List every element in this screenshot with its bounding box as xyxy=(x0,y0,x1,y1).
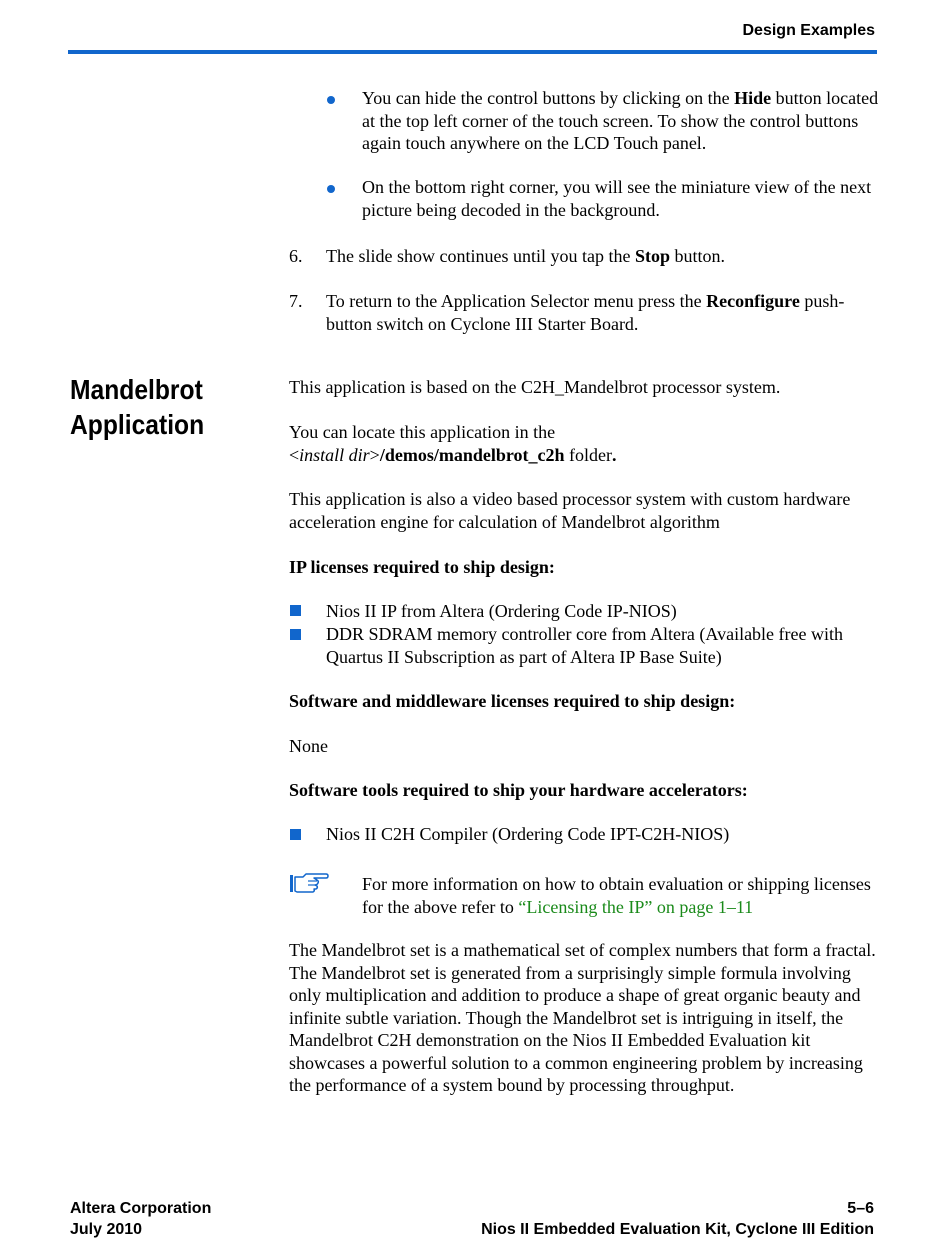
licensing-ip-link[interactable]: “Licensing the IP” on page 1–11 xyxy=(518,896,754,917)
square-bullet-icon xyxy=(290,605,301,616)
ip-item: Nios II IP from Altera (Ordering Code IP-NIOS) xyxy=(326,601,677,621)
locate-paragraph: You can locate this application in the <install dir>/demos/mandelbrot_c2h folder. xyxy=(289,422,617,465)
note-paragraph: For more information on how to obtain evaluation or shipping licenses for the above refer to “Licensing the IP” on page 1–11 xyxy=(362,874,871,917)
running-header: Design Examples xyxy=(742,22,875,39)
section-title: Mandelbrot Application xyxy=(70,374,205,440)
square-bullet-icon xyxy=(290,829,301,840)
pointing-hand-icon xyxy=(290,872,330,894)
footer-right xyxy=(481,1198,874,1240)
step-6: The slide show continues until you tap the Stop button. xyxy=(326,246,725,266)
sw-licenses-heading: Software and middleware licenses required to ship design: xyxy=(289,691,736,711)
header-rule xyxy=(68,50,877,54)
footer-date: July 2010 xyxy=(70,1221,143,1238)
hide-button-ref: Hide xyxy=(734,88,772,108)
ip-item: DDR SDRAM memory controller core from Altera (Available free with Quartus II Subscription as part of Altera IP Base Suite) xyxy=(326,624,844,667)
install-dir-placeholder: install dir xyxy=(299,444,370,465)
bullet-hide-controls: You can hide the control buttons by clicking on the Hide button located at the top left corner of the touch screen. To show the control buttons again touch anywhere on the LCD Touch panel. xyxy=(362,88,879,153)
folder-path: /demos/mandelbrot_c2h xyxy=(379,444,565,465)
intro-paragraph: This application is based on the C2H_Mandelbrot processor system. xyxy=(289,377,781,397)
footer-company: Altera Corporation xyxy=(70,1200,212,1217)
page-number: 5–6 xyxy=(847,1200,874,1217)
bullet-dot-icon xyxy=(327,185,335,193)
step-number: 6. xyxy=(289,246,303,266)
tools-heading: Software tools required to ship your hardware accelerators: xyxy=(289,780,748,800)
closing-paragraph: The Mandelbrot set is a mathematical set of complex numbers that form a fractal. The Mandelbrot set is generated from a surprisingly simple formula involving only multiplication and addition to produce a shape of great organic beauty and infinite subtle variation. Though the Mandelbrot set is intriguing in itself, the Mandelbrot C2H demonstration on the Nios II Embedded Evaluation kit showcases a powerful solution to a common engineering problem by increasing the performance of a system bound by processing throughput. xyxy=(289,940,876,1095)
video-paragraph: This application is also a video based processor system with custom hardware acceleration engine for calculation of Mandelbrot algorithm xyxy=(289,489,851,532)
stop-button-ref: Stop xyxy=(634,246,670,266)
ip-licenses-heading: IP licenses required to ship design: xyxy=(289,557,555,577)
footer-left xyxy=(70,1198,211,1240)
square-bullet-icon xyxy=(290,629,301,640)
step-number: 7. xyxy=(289,291,303,311)
reconfigure-ref: Reconfigure xyxy=(706,291,800,311)
step-7: To return to the Application Selector menu press the Reconfigure push-button switch on Cyclone III Starter Board. xyxy=(326,291,845,334)
bullet-dot-icon xyxy=(327,96,335,104)
bullet-miniature-view: On the bottom right corner, you will see the miniature view of the next picture being decoded in the background. xyxy=(362,177,872,220)
tools-item: Nios II C2H Compiler (Ordering Code IPT-C2H-NIOS) xyxy=(326,824,730,844)
footer-doc-title: Nios II Embedded Evaluation Kit, Cyclone III Edition xyxy=(481,1221,874,1238)
sw-licenses-value: None xyxy=(289,736,328,756)
